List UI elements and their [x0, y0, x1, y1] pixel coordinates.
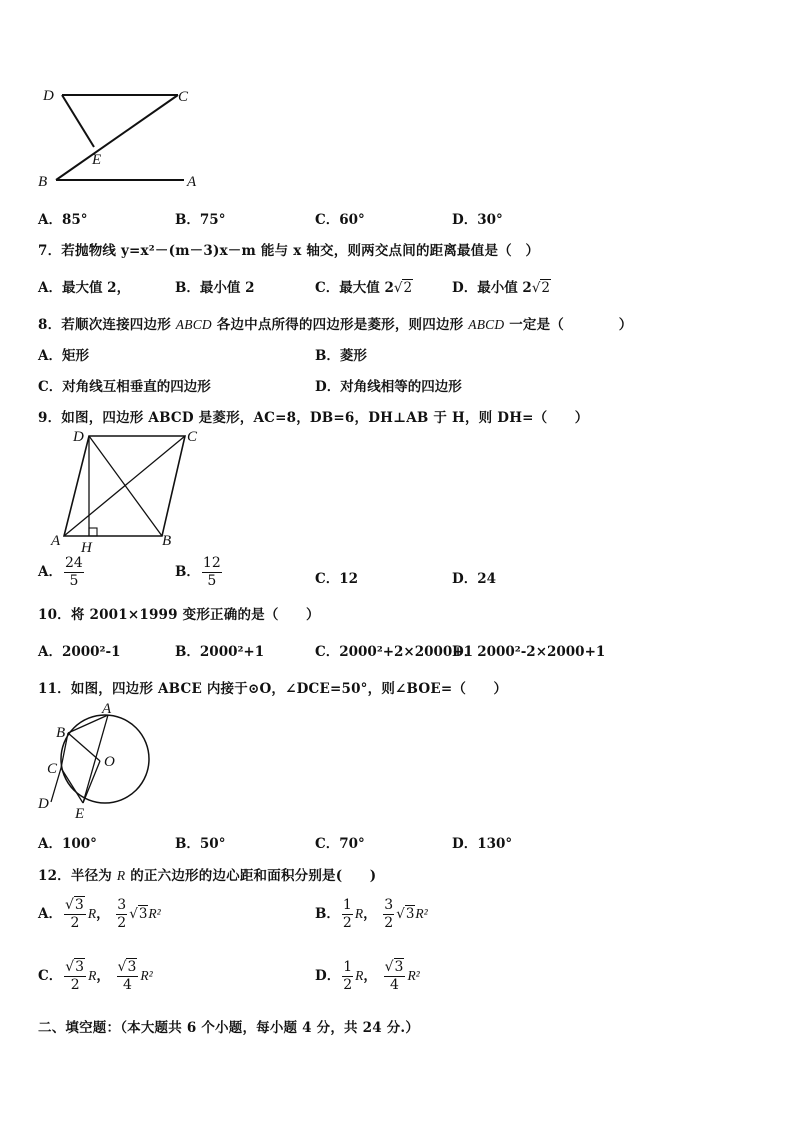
figure-q9-rhombus	[44, 424, 204, 556]
q9-stem: 9．如图，四边形 ABCD 是菱形，AC=8，DB=6，DH⊥AB 于 H，则 DH=（ ）	[38, 410, 589, 426]
fig11-label-e: E	[75, 806, 85, 822]
q10-stem: 10．将 2001×1999 变形正确的是（ ）	[38, 607, 320, 623]
q7-option-c-sqrt: √2	[393, 280, 413, 296]
fig9-label-c: C	[187, 429, 198, 445]
fig11-label-o: O	[104, 754, 115, 770]
q8-option-a: A．矩形	[38, 348, 89, 364]
fig11-label-a: A	[102, 701, 112, 717]
fig9-label-h: H	[81, 540, 92, 556]
q7-option-a: A．最大值 2，	[38, 280, 131, 296]
section-2-heading: 二、填空题：（本大题共 6 个小题，每小题 4 分，共 24 分.）	[38, 1020, 420, 1036]
q9-option-a-fraction: $\frac{24}{5}$	[64, 555, 83, 589]
fig6-label-a: A	[187, 174, 197, 190]
q12-option-d: D． $\frac{1}{2}$ R， $\frac{√3}{4}$ R²	[315, 959, 420, 993]
q6-option-d: D．30°	[452, 212, 503, 228]
q8-option-c: C．对角线互相垂直的四边形	[38, 379, 211, 395]
q8-stem: 8．若顺次连接四边形 ABCD 各边中点所得的四边形是菱形，则四边形 ABCD 一定是（ ）	[38, 317, 633, 333]
fig9-label-b: B	[162, 533, 172, 549]
fig6-label-c: C	[178, 89, 189, 105]
fig9-label-a: A	[51, 533, 61, 549]
q6-option-b: B．75°	[175, 212, 226, 228]
q9-option-d: D．24	[452, 571, 496, 587]
q7-stem: 7．若抛物线 y=x²－(m－3)x－m 能与 x 轴交，则两交点间的距离最值是（ ）	[38, 243, 540, 259]
fig6-label-e: E	[92, 152, 102, 168]
q11-option-b: B．50°	[175, 836, 226, 852]
q10-option-d: D．2000²-2×2000+1	[452, 644, 606, 660]
q10-option-a: A．2000²-1	[38, 644, 121, 660]
q11-option-d: D．130°	[452, 836, 513, 852]
q7-option-d-sqrt: √2	[531, 280, 551, 296]
q7-option-c	[315, 276, 413, 296]
figure-q11-circle	[34, 700, 158, 824]
q12-option-b: B． $\frac{1}{2}$ R， $\frac{3}{2}$ √3R²	[315, 897, 428, 931]
fig6-label-d: D	[43, 88, 54, 104]
q12-stem: 12．半径为 R 的正六边形的边心距和面积分别是( )	[38, 868, 377, 884]
q9-option-b-fraction: $\frac{12}{5}$	[202, 555, 221, 589]
q11-stem: 11．如图，四边形 ABCE 内接于⊙O，∠DCE=50°，则∠BOE=（ ）	[38, 681, 508, 697]
figure-q6-triangles	[34, 82, 214, 192]
fig11-label-b: B	[56, 725, 66, 741]
q8-option-b: B．菱形	[315, 348, 367, 364]
q8-option-d: D．对角线相等的四边形	[315, 379, 462, 395]
q9-option-c: C．12	[315, 571, 359, 587]
fig11-label-d: D	[38, 796, 49, 812]
q7-option-c-text: C．最大值 2	[315, 280, 394, 296]
q7-option-d-text: D．最小值 2	[452, 280, 532, 296]
q7-option-d	[452, 276, 551, 296]
q6-option-a: A．85°	[38, 212, 88, 228]
q10-option-b: B．2000²+1	[175, 644, 265, 660]
q11-option-a: A．100°	[38, 836, 97, 852]
q12-option-a: A． $\frac{√3}{2}$ R， $\frac{3}{2}$ √3R²	[38, 897, 161, 931]
fig11-label-c: C	[47, 761, 58, 777]
q12-option-c: C． $\frac{√3}{2}$ R， $\frac{√3}{4}$ R²	[38, 959, 153, 993]
q11-option-c: C．70°	[315, 836, 365, 852]
q10-option-c: C．2000²+2×2000+1	[315, 644, 474, 660]
q6-option-c: C．60°	[315, 212, 365, 228]
fig9-label-d: D	[73, 429, 84, 445]
q9-option-a: A． $\frac{24}{5}$	[38, 555, 83, 589]
q9-option-b: B． $\frac{12}{5}$	[175, 555, 221, 589]
fig6-label-b: B	[38, 174, 48, 190]
q7-option-b: B．最小值 2	[175, 280, 255, 296]
